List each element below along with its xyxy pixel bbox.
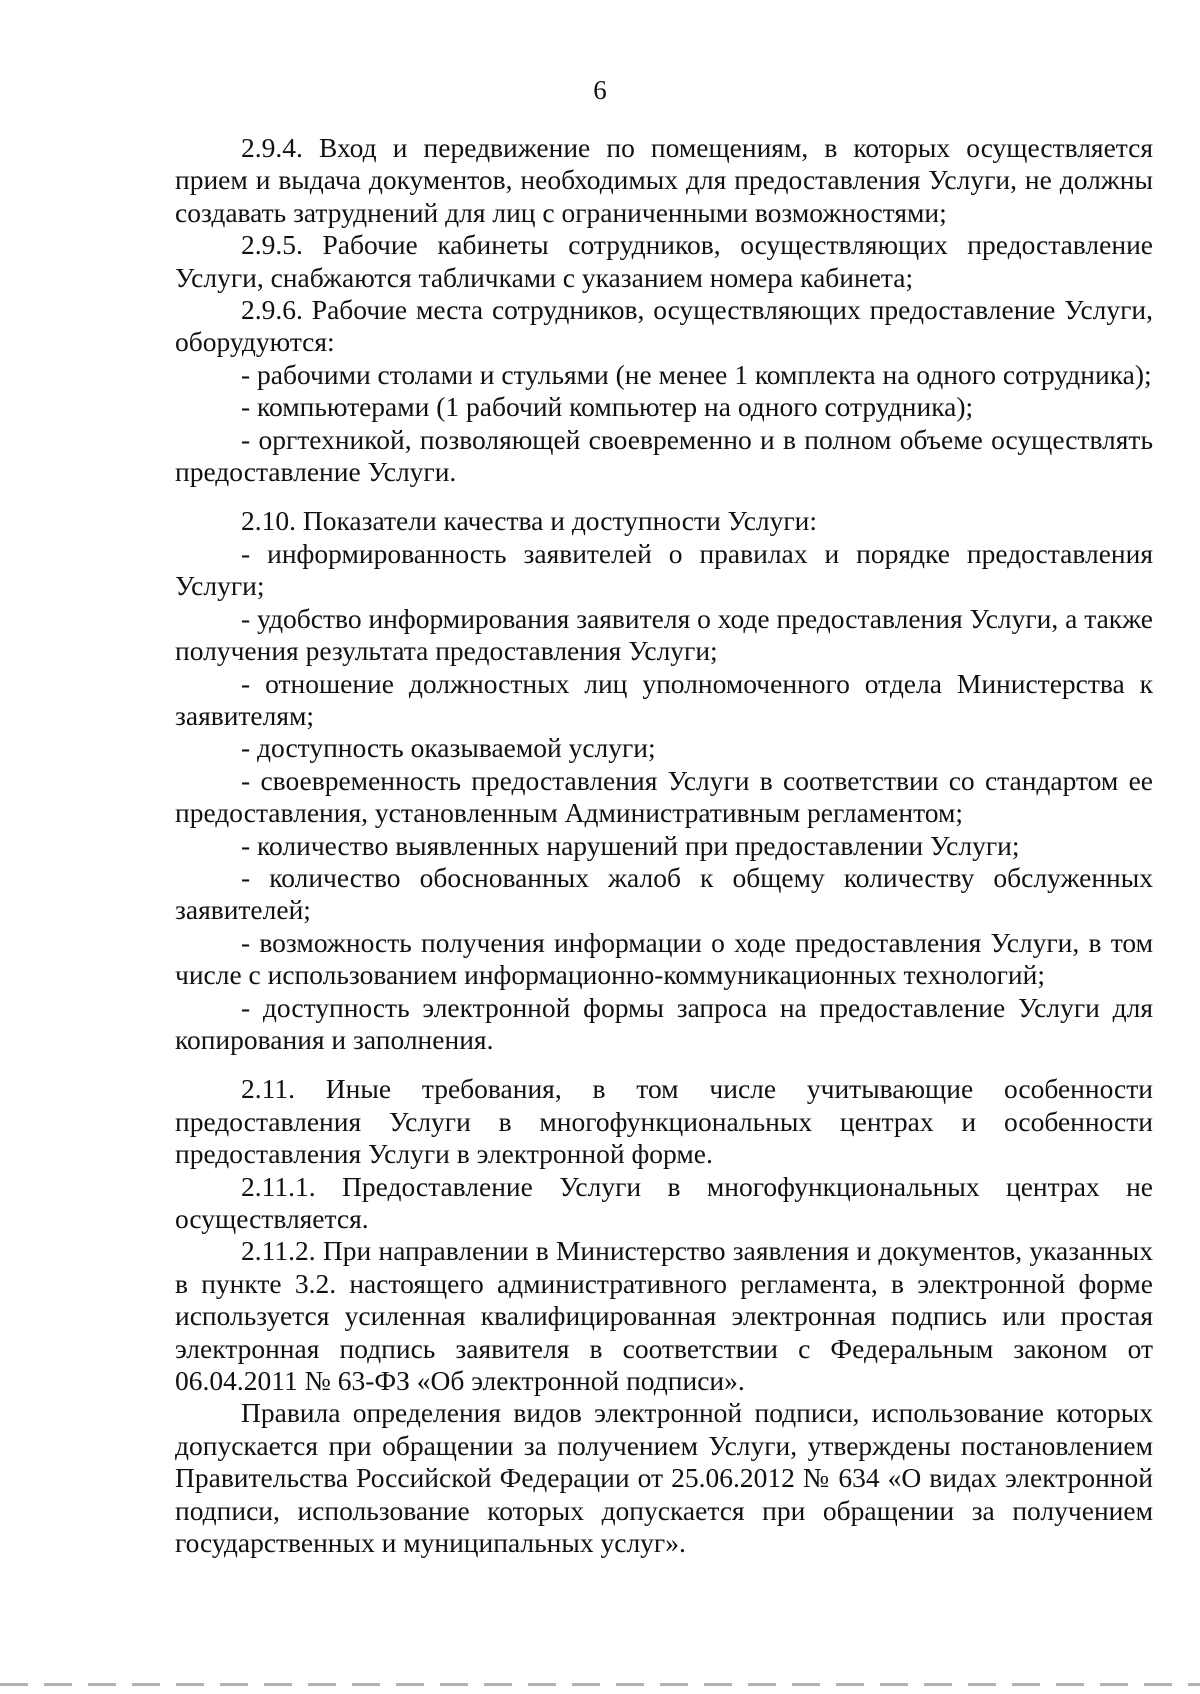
paragraph-2-9-6: 2.9.6. Рабочие места сотрудников, осуществляющих предоставление Услуги, оборудуются: (175, 294, 1153, 358)
list-item-electronic-form: - доступность электронной формы запроса на предоставление Услуги для копирования и заполнения. (175, 991, 1153, 1055)
paragraph-2-9-5: 2.9.5. Рабочие кабинеты сотрудников, осуществляющих предоставление Услуги, снабжаются табличками с указанием номера кабинета; (175, 229, 1153, 293)
paragraph-2-10: 2.10. Показатели качества и доступности Услуги: (241, 505, 818, 537)
scan-edge-artifact (0, 1683, 1200, 1686)
list-item-awareness: - информированность заявителей о правилах и порядке предоставления Услуги; (175, 537, 1153, 602)
list-item-timeliness: - своевременность предоставления Услуги в соответствии со стандартом ее предоставления, установленным Административным регламентом; (175, 764, 1153, 829)
document-body (175, 132, 1153, 1559)
paragraph-2-11-2: 2.11.2. При направлении в Министерство заявления и документов, указанных в пункте 3.2. настоящего административного регламента, в электронной форме используется усиленная квалифицированная электронная подпись или простая электронная подпись заявителя в соответствии с Федеральным законом от 06.04.2011 № 63-ФЗ «Об электронной подписи». (175, 1235, 1153, 1397)
list-item-desks: - рабочими столами и стульями (не менее 1 комплекта на одного сотрудника); (241, 358, 1152, 390)
paragraph-2-11-1: 2.11.1. Предоставление Услуги в многофункциональных центрах не осуществляется. (175, 1170, 1153, 1234)
list-item-information: - возможность получения информации о ходе предоставления Услуги, в том числе с использованием информационно-коммуникационных технологий; (175, 926, 1153, 991)
page-number: 6 (593, 75, 607, 105)
list-item-attitude: - отношение должностных лиц уполномоченного отдела Министерства к заявителям; (175, 667, 1153, 731)
list-item-computers: - компьютерами (1 рабочий компьютер на одного сотрудника); (241, 391, 974, 423)
paragraph-2-11: 2.11. Иные требования, в том числе учитывающие особенности предоставления Услуги в многофункциональных центрах и особенности предоставления Услуги в электронной форме. (175, 1073, 1153, 1170)
list-item-office-equipment: - оргтехникой, позволяющей своевременно и в полном объеме осуществлять предоставление Услуги. (175, 423, 1153, 488)
list-item-violations: - количество выявленных нарушений при предоставлении Услуги; (241, 829, 1020, 861)
list-item-complaints: - количество обоснованных жалоб к общему количеству обслуженных заявителей; (175, 861, 1153, 926)
paragraph-2-9-4: 2.9.4. Вход и передвижение по помещениям, в которых осуществляется прием и выдача документов, необходимых для предоставления Услуги, не должны создавать затруднений для лиц с ограниченными возможностями; (175, 132, 1153, 228)
list-item-accessibility: - доступность оказываемой услуги; (241, 732, 656, 764)
paragraph-signature-rules: Правила определения видов электронной подписи, использование которых допускается при обращении за получением Услуги, утверждены постановлением Правительства Российской Федерации от 25.06.2012 № 634 «О видах электронной подписи, использование которых допускается при обращении за получением государственных и муниципальных услуг». (175, 1397, 1153, 1559)
list-item-convenience: - удобство информирования заявителя о ходе предоставления Услуги, а также получения результата предоставления Услуги; (175, 602, 1153, 667)
